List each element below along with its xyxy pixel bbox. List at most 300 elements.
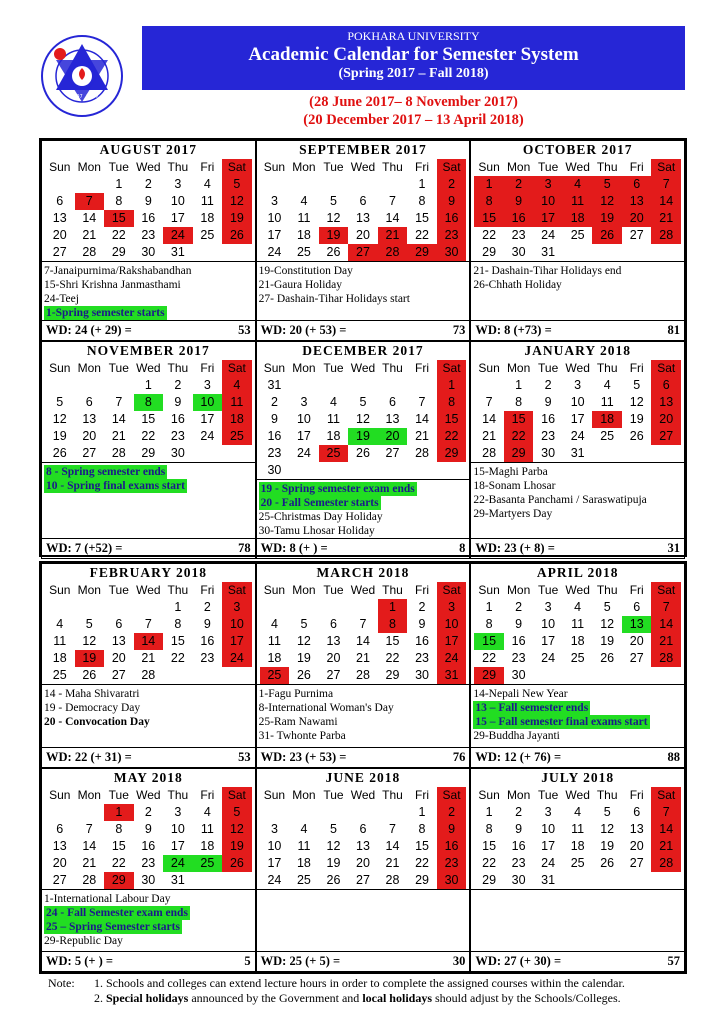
day-header: Tue — [323, 160, 344, 174]
date-cell: 4 — [574, 600, 582, 614]
date-cell: 25 — [570, 855, 585, 870]
empty-cell — [260, 804, 290, 821]
date-cell: 2 — [203, 600, 211, 614]
date-cell: 27 — [52, 245, 67, 259]
month-april-2018 — [470, 563, 685, 768]
date-cell: 14 — [356, 634, 370, 648]
date-cell: 10 — [170, 821, 185, 836]
date-cell: 27 — [629, 651, 644, 665]
date-cell: 31 — [541, 872, 556, 887]
empty-cell — [348, 599, 378, 616]
date-cell: 21 — [651, 210, 681, 227]
empty-cell — [378, 176, 408, 193]
date-cell: 6 — [56, 194, 64, 208]
empty-cell — [45, 377, 75, 394]
date-cell: 2 — [144, 804, 152, 819]
events-list — [42, 684, 255, 747]
date-cell: 2 — [504, 176, 534, 193]
date-cell: 7 — [85, 821, 93, 836]
date-cell: 16 — [437, 838, 467, 855]
month-name: NOVEMBER 2017 — [86, 343, 210, 358]
date-cell: 28 — [141, 668, 156, 682]
date-cell: 6 — [115, 617, 123, 631]
events-list — [471, 889, 684, 952]
date-cell: 12 — [629, 395, 644, 409]
date-cell: 9 — [437, 821, 467, 838]
date-cell: 17 — [267, 228, 282, 242]
day-header: Wed — [565, 787, 590, 802]
date-cell: 1 — [485, 804, 493, 819]
date-cell: 7 — [651, 599, 681, 616]
day-header: Thu — [382, 361, 403, 375]
date-cell: 28 — [356, 668, 370, 682]
date-cell: 2 — [437, 176, 467, 193]
date-range-fall: (20 December 2017 – 13 April 2018) — [303, 112, 524, 128]
date-cell: 13 — [52, 211, 67, 225]
date-cell: 10 — [296, 412, 311, 426]
event-text: 21- Dashain-Tihar Holidays end — [473, 265, 622, 277]
date-cell: 1 — [104, 804, 134, 821]
date-cell: 8 — [378, 616, 408, 633]
working-days-label: WD: 23 (+ 8) = — [475, 541, 555, 555]
day-header: Fri — [415, 583, 430, 597]
date-cell: 15 — [111, 838, 126, 853]
svg-text:1997: 1997 — [70, 94, 83, 100]
event-item — [44, 892, 253, 906]
day-header: Sun — [49, 160, 71, 174]
date-cell: 12 — [600, 821, 615, 836]
working-days-total: 76 — [452, 749, 466, 764]
empty-cell — [474, 377, 504, 394]
date-range-spring: (28 June 2017– 8 November 2017) — [309, 94, 518, 110]
day-header: Tue — [108, 361, 129, 375]
date-cell: 18 — [200, 838, 215, 853]
date-cell: 12 — [326, 838, 341, 853]
date-cell: 27 — [651, 428, 681, 445]
date-cell: 22 — [415, 855, 429, 870]
date-cell: 6 — [359, 821, 367, 836]
empty-cell — [75, 176, 105, 193]
working-days — [471, 951, 684, 971]
day-header: Sat — [222, 787, 252, 804]
day-header: Mon — [506, 583, 531, 597]
date-cell: 16 — [267, 429, 282, 443]
month-name: DECEMBER 2017 — [302, 343, 424, 358]
date-cell: 30 — [141, 245, 156, 259]
working-days — [257, 538, 470, 558]
month-days — [257, 787, 470, 889]
month-name: FEBRUARY 2018 — [89, 565, 208, 580]
working-days — [471, 747, 684, 767]
date-cell: 20 — [622, 210, 652, 227]
date-cell: 24 — [267, 872, 282, 887]
date-cell: 27 — [629, 855, 644, 870]
date-cell: 13 — [651, 394, 681, 411]
working-days-label: WD: 24 (+ 29) = — [46, 323, 132, 337]
date-cell: 16 — [511, 838, 526, 853]
date-cell: 17 — [533, 210, 563, 227]
working-days-total: 31 — [667, 541, 680, 555]
day-header: Thu — [596, 361, 618, 375]
month-november-2017 — [41, 341, 256, 559]
day-header: Fri — [629, 160, 644, 174]
date-cell: 10 — [193, 394, 223, 411]
day-header: Thu — [167, 361, 189, 375]
date-cell: 24 — [541, 855, 556, 870]
date-cell: 26 — [82, 668, 97, 682]
date-cell: 26 — [52, 446, 67, 460]
day-header: Wed — [565, 160, 590, 174]
date-cell: 30 — [437, 872, 467, 889]
date-cell: 8 — [418, 194, 426, 208]
day-header: Thu — [167, 160, 189, 174]
date-cell: 26 — [222, 855, 252, 872]
date-cell: 1 — [144, 378, 152, 392]
date-cell: 20 — [326, 651, 341, 665]
event-item — [259, 687, 468, 701]
day-header: Mon — [506, 787, 531, 802]
working-days-total: 57 — [667, 954, 680, 968]
event-text: 19 - Democracy Day — [44, 702, 141, 714]
date-cell: 16 — [541, 412, 556, 426]
day-header: Tue — [108, 160, 129, 174]
event-item — [259, 264, 468, 278]
date-cell: 27 — [385, 446, 400, 460]
empty-cell — [289, 377, 319, 394]
date-cell: 20 — [111, 651, 126, 665]
event-text: 14-Nepali New Year — [473, 688, 568, 700]
date-cell: 18 — [296, 855, 311, 870]
event-item — [44, 920, 253, 934]
empty-cell — [378, 804, 408, 821]
month-september-2017 — [256, 140, 471, 341]
date-cell: 19 — [592, 210, 622, 227]
month-days — [471, 360, 684, 462]
date-cell: 25 — [222, 428, 252, 445]
working-days-total: 73 — [452, 323, 466, 337]
date-cell: 15 — [141, 412, 156, 426]
events-list — [471, 462, 684, 538]
date-cell: 2 — [270, 395, 278, 409]
event-item — [44, 292, 253, 306]
date-cell: 18 — [200, 211, 215, 225]
working-days-total: 30 — [452, 954, 466, 968]
day-header: Fri — [629, 583, 644, 597]
day-header: Sun — [478, 787, 500, 802]
date-cell: 17 — [200, 412, 215, 426]
date-cell: 12 — [82, 634, 97, 648]
day-header: Sun — [49, 361, 71, 375]
date-cell: 20 — [82, 429, 97, 443]
date-cell: 26 — [600, 651, 615, 665]
event-item — [44, 465, 253, 479]
day-header: Wed — [565, 583, 590, 597]
date-cell: 11 — [600, 395, 614, 409]
events-list — [42, 462, 255, 538]
working-days-label: WD: 23 (+ 53) = — [260, 749, 347, 764]
date-cell: 18 — [296, 228, 311, 242]
date-cell: 4 — [56, 617, 64, 631]
day-header: Sun — [478, 361, 500, 375]
date-cell: 5 — [592, 176, 622, 193]
day-header: Sat — [437, 159, 467, 176]
date-cell: 12 — [326, 211, 341, 225]
date-cell: 1 — [437, 377, 467, 394]
empty-cell — [319, 804, 349, 821]
date-cell: 13 — [622, 193, 652, 210]
date-cell: 13 — [629, 821, 644, 836]
day-header: Wed — [136, 361, 161, 375]
date-cell: 20 — [629, 634, 644, 648]
date-cell: 17 — [267, 855, 282, 870]
day-header: Wed — [136, 787, 161, 802]
date-cell: 5 — [633, 378, 641, 392]
date-cell: 5 — [359, 395, 367, 409]
date-cell: 27 — [111, 668, 126, 682]
events-list — [257, 261, 470, 320]
date-cell: 8 — [437, 394, 467, 411]
date-cell: 23 — [437, 855, 467, 872]
day-header: Thu — [596, 787, 618, 802]
event-text: 26-Chhath Holiday — [473, 279, 562, 291]
date-cell: 1 — [474, 176, 504, 193]
date-cell: 11 — [571, 617, 585, 631]
empty-cell — [289, 804, 319, 821]
event-item — [259, 278, 468, 292]
date-cell: 20 — [356, 228, 370, 242]
date-cell: 13 — [356, 838, 370, 853]
note-2: 2. Special holidays announced by the Government and local holidays should adjust by the Schools/Colleges. — [94, 991, 621, 1005]
date-cell: 28 — [651, 650, 681, 667]
date-cell: 19 — [600, 838, 615, 853]
date-cell: 4 — [563, 176, 593, 193]
month-name: JUNE 2018 — [325, 769, 401, 785]
empty-cell — [289, 599, 319, 616]
working-days-label: WD: 5 (+ ) = — [46, 954, 114, 968]
date-cell: 25 — [296, 245, 311, 259]
event-item — [473, 729, 682, 743]
date-cell: 29 — [482, 872, 497, 887]
day-header: Tue — [323, 361, 344, 375]
date-cell: 5 — [85, 617, 93, 631]
working-days-total: 5 — [244, 954, 251, 968]
date-cell: 17 — [541, 634, 556, 648]
event-item — [259, 715, 468, 729]
date-cell: 29 — [504, 445, 534, 462]
date-cell: 30 — [141, 872, 156, 887]
event-text: 8 - Spring semester ends — [46, 466, 166, 478]
date-cell: 5 — [329, 821, 337, 836]
page-title: Academic Calendar for Semester System — [248, 44, 579, 65]
event-item — [473, 687, 682, 701]
date-cell: 6 — [633, 600, 641, 614]
date-cell: 5 — [222, 804, 252, 821]
date-cell: 28 — [415, 446, 429, 460]
date-cell: 24 — [570, 429, 585, 443]
empty-cell — [75, 377, 105, 394]
date-cell: 17 — [541, 838, 556, 853]
date-cell: 28 — [82, 872, 97, 887]
date-cell: 23 — [511, 651, 526, 665]
date-cell: 11 — [53, 634, 67, 648]
day-header: Sun — [263, 160, 286, 174]
day-header: Mon — [77, 361, 101, 375]
date-cell: 17 — [437, 633, 467, 650]
working-days — [257, 747, 470, 767]
date-cell: 8 — [474, 193, 504, 210]
date-cell: 24 — [267, 245, 282, 259]
month-days — [42, 787, 255, 889]
event-text: 25-Christmas Day Holiday — [258, 511, 383, 523]
month-days — [471, 582, 684, 684]
date-cell: 9 — [270, 412, 278, 426]
date-cell: 28 — [651, 855, 681, 872]
event-item — [44, 306, 253, 320]
month-days — [257, 582, 470, 684]
date-cell: 12 — [296, 634, 311, 648]
date-cell: 30 — [511, 872, 526, 887]
date-cell: 27 — [348, 244, 378, 261]
event-item — [44, 906, 253, 920]
event-item — [44, 934, 253, 948]
date-cell: 6 — [633, 804, 641, 819]
day-header: Tue — [108, 583, 129, 597]
date-cell: 8 — [485, 821, 493, 836]
event-text: 19-Constitution Day — [258, 265, 353, 277]
event-text: 22-Basanta Panchami / Saraswatipuja — [473, 494, 647, 506]
date-cell: 23 — [437, 227, 467, 244]
date-cell: 5 — [56, 395, 64, 409]
event-text: 15-Maghi Parba — [473, 466, 548, 478]
day-header: Fri — [200, 361, 215, 375]
date-cell: 22 — [437, 428, 467, 445]
event-item — [259, 482, 468, 496]
date-cell: 2 — [437, 804, 467, 821]
date-cell: 25 — [260, 667, 290, 684]
day-header: Sun — [49, 583, 71, 597]
date-cell: 30 — [170, 446, 185, 460]
empty-cell — [378, 377, 408, 394]
date-cell: 8 — [134, 394, 164, 411]
date-cell: 1 — [174, 600, 182, 614]
event-text: 20 - Convocation Day — [44, 716, 150, 728]
date-cell: 3 — [544, 600, 552, 614]
header-banner — [142, 26, 685, 90]
month-days — [257, 360, 470, 479]
events-list — [471, 261, 684, 320]
date-cell: 25 — [200, 228, 215, 242]
date-cell: 23 — [511, 855, 526, 870]
date-cell: 16 — [504, 210, 534, 227]
date-cell: 10 — [267, 211, 282, 225]
date-cell: 2 — [418, 600, 426, 614]
empty-cell — [348, 176, 378, 193]
working-days-label: WD: 27 (+ 30) = — [475, 954, 562, 968]
empty-cell — [348, 804, 378, 821]
day-header: Sun — [263, 787, 286, 802]
month-name: MARCH 2018 — [316, 565, 410, 580]
date-cell: 3 — [270, 821, 278, 836]
date-cell: 8 — [515, 395, 523, 409]
date-cell: 15 — [415, 838, 429, 853]
date-cell: 19 — [326, 855, 341, 870]
date-cell: 5 — [603, 804, 611, 819]
date-cell: 13 — [385, 412, 400, 426]
day-header: Tue — [323, 787, 344, 802]
working-days — [471, 538, 684, 558]
day-header: Fri — [629, 361, 644, 375]
date-cell: 3 — [203, 378, 211, 392]
events-list — [471, 684, 684, 747]
day-header: Thu — [382, 787, 403, 802]
date-cell: 5 — [300, 617, 308, 631]
date-cell: 18 — [222, 411, 252, 428]
event-item — [44, 715, 253, 729]
day-header: Sun — [263, 583, 286, 597]
date-cell: 7 — [115, 395, 123, 409]
date-cell: 27 — [356, 872, 370, 887]
date-cell: 24 — [437, 650, 467, 667]
empty-cell — [45, 804, 75, 821]
empty-cell — [45, 599, 75, 616]
day-header: Mon — [506, 160, 531, 174]
date-cell: 24 — [541, 651, 556, 665]
date-cell: 20 — [52, 855, 67, 870]
event-item — [473, 479, 682, 493]
day-header: Fri — [200, 160, 215, 174]
date-cell: 30 — [267, 463, 282, 477]
date-cell: 23 — [541, 429, 556, 443]
date-cell: 7 — [418, 395, 426, 409]
month-august-2017 — [41, 140, 256, 341]
date-cell: 6 — [56, 821, 64, 836]
event-text: 27- Dashain-Tihar Holidays start — [258, 293, 410, 305]
date-cell: 14 — [111, 412, 126, 426]
date-cell: 28 — [385, 872, 400, 887]
event-text: 18-Sonam Lhosar — [473, 480, 556, 492]
date-cell: 7 — [75, 193, 105, 210]
date-cell: 29 — [407, 244, 437, 261]
date-cell: 7 — [389, 821, 396, 836]
date-cell: 7 — [359, 617, 367, 631]
svg-text:1997: 1997 — [86, 94, 99, 100]
event-text: 20 - Fall Semester starts — [260, 497, 379, 509]
date-cell: 16 — [170, 412, 185, 426]
event-text: 25-Ram Nawami — [258, 716, 338, 728]
date-cell: 24 — [163, 855, 193, 872]
date-cell: 22 — [482, 228, 497, 242]
date-cell: 8 — [115, 821, 123, 836]
date-cell: 26 — [600, 855, 615, 870]
date-cell: 12 — [52, 412, 67, 426]
date-cell: 5 — [329, 194, 337, 208]
day-header: Wed — [350, 160, 376, 174]
note-1: 1. Schools and colleges can extend lecture hours in order to complete the assigned courses within the calendar. — [94, 976, 625, 990]
event-item — [259, 496, 468, 510]
date-cell: 11 — [200, 821, 214, 836]
date-cell: 2 — [144, 177, 152, 191]
date-cell: 13 — [356, 211, 370, 225]
date-cell: 7 — [651, 804, 681, 821]
month-january-2018 — [470, 341, 685, 559]
date-cell: 14 — [385, 838, 400, 853]
date-cell: 10 — [541, 617, 556, 631]
empty-cell — [45, 176, 75, 193]
date-cell: 30 — [541, 446, 556, 460]
day-header: Tue — [538, 361, 559, 375]
university-logo — [38, 30, 126, 118]
date-cell: 21 — [141, 651, 156, 665]
